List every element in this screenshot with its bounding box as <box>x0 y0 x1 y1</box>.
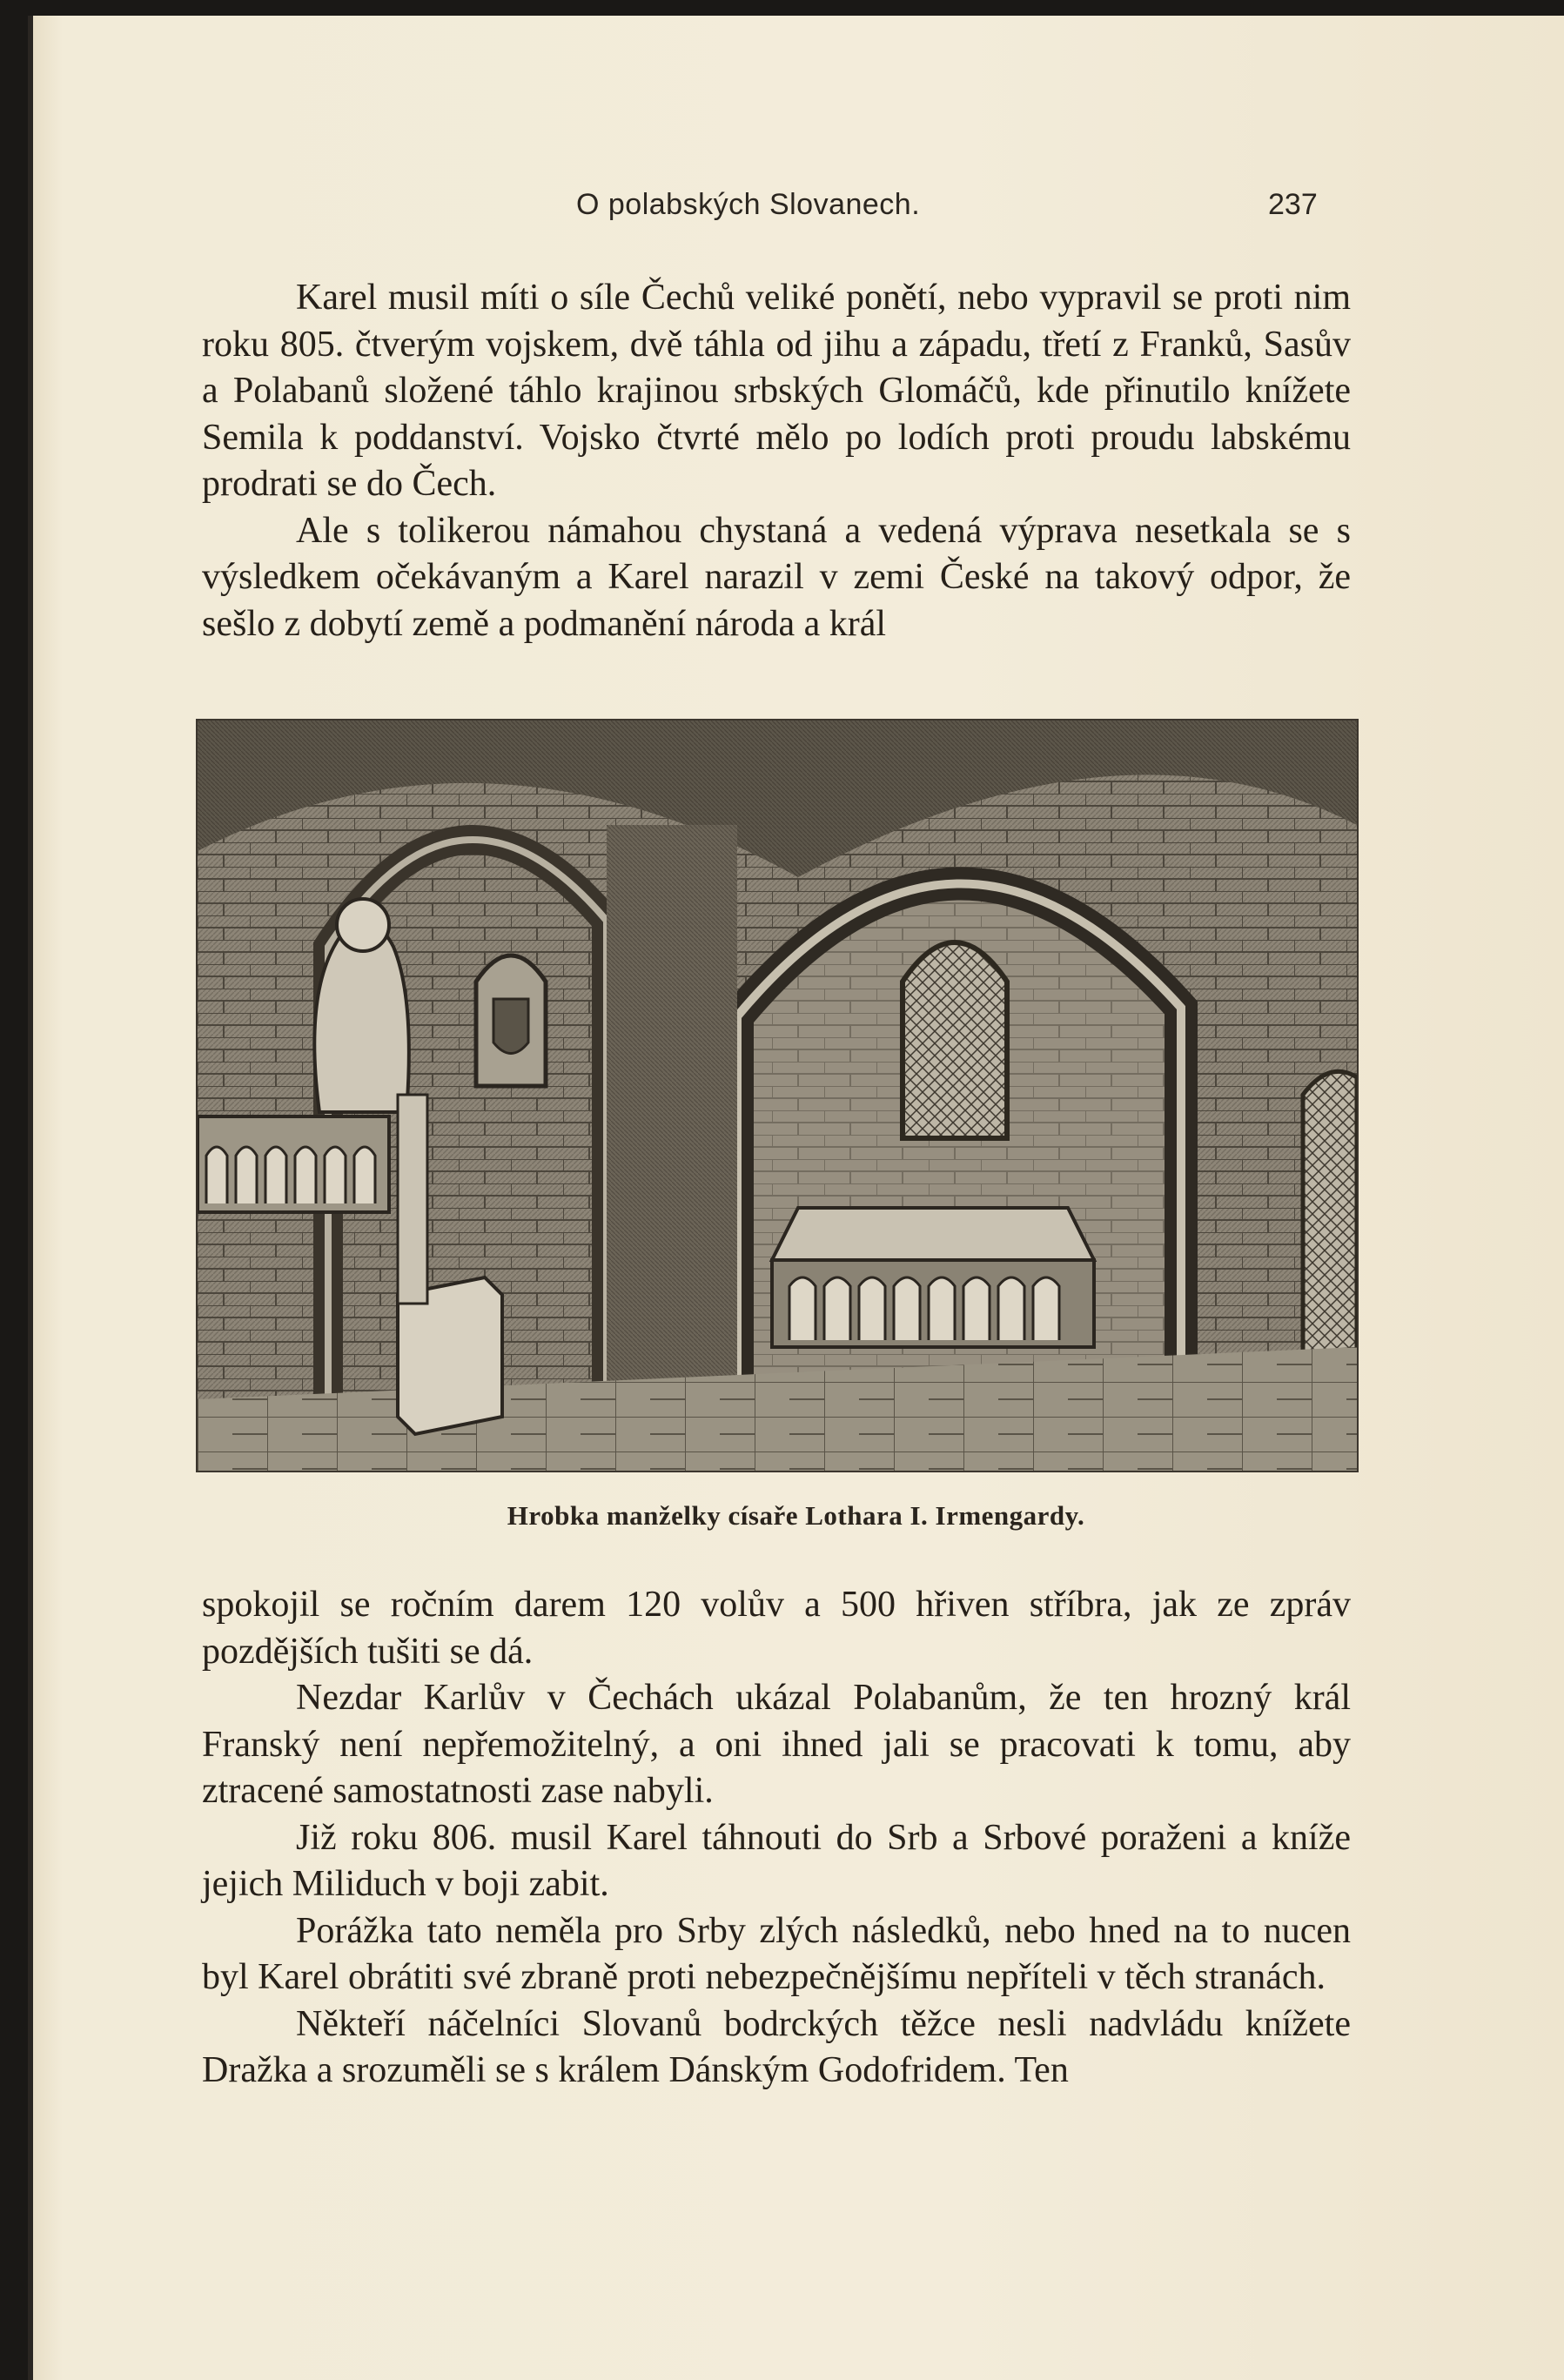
text-block-bottom <box>202 1582 1351 2095</box>
gothic-window <box>903 942 1007 1138</box>
paragraph: Ale s tolikerou námahou chystaná a vedená výprava nesetkala se s výsledkem očekávaným a Karel narazil v zemi České na takový odpor, že sešlo z dobytí země a podmanění národa a král <box>202 510 1351 644</box>
sarcophagus-lid <box>772 1208 1094 1260</box>
tomb-post <box>398 1095 427 1304</box>
paragraph: Porážka tato neměla pro Srby zlých následků, nebo hned na to nucen byl Karel obrátiti své zbraně proti nebezpečnějšímu nepříteli v těch stranách. <box>202 1910 1351 1997</box>
paragraph: Již roku 806. musil Karel táhnouti do Srb a Srbové poraženi a kníže jejich Miliduch v boji zabit. <box>202 1817 1351 1904</box>
book-page <box>28 16 1564 2380</box>
crypt-engraving <box>198 721 1357 1471</box>
paragraph: spokojil se ročním darem 120 volův a 500 hřiven stříbra, jak ze zpráv pozdějších tušiti se dá. <box>202 1585 1351 1672</box>
page-header <box>28 188 1564 231</box>
text-block-top <box>202 275 1351 647</box>
paragraph: Někteří náčelníci Slovanů bodrckých těžce nesli nadvládu knížete Dražka a srozuměli se s králem Dánským Godofridem. Ten <box>202 2003 1351 2090</box>
page-number: 237 <box>1268 188 1318 221</box>
engraving-illustration <box>196 719 1359 1472</box>
paragraph: Nezdar Karlův v Čechách ukázal Polabanům, že ten hrozný král Franský není nepřemožitelný, a oni ihned jali se pracovati k tomu, aby ztracené samostatnosti zase nabyli. <box>202 1678 1351 1811</box>
paragraph: Karel musil míti o síle Čechů veliké ponětí, nebo vypravil se proti nim roku 805. čtverým vojskem, dvě táhla od jihu a západu, třetí z Franků, Sasův a Polabanů složené táhlo krajinou srbských Glomáčů, kde přinutilo knížete Semila k poddanství. Vojsko čtvrté mělo po lodích proti proudu labskému prodrati se do Čech. <box>202 278 1351 504</box>
figure-caption: Hrobka manželky císaře Lothara I. Irmengardy. <box>507 1500 1085 1531</box>
running-title: O polabských Slovanech. <box>576 188 921 221</box>
page-spine-edge <box>28 16 33 2380</box>
